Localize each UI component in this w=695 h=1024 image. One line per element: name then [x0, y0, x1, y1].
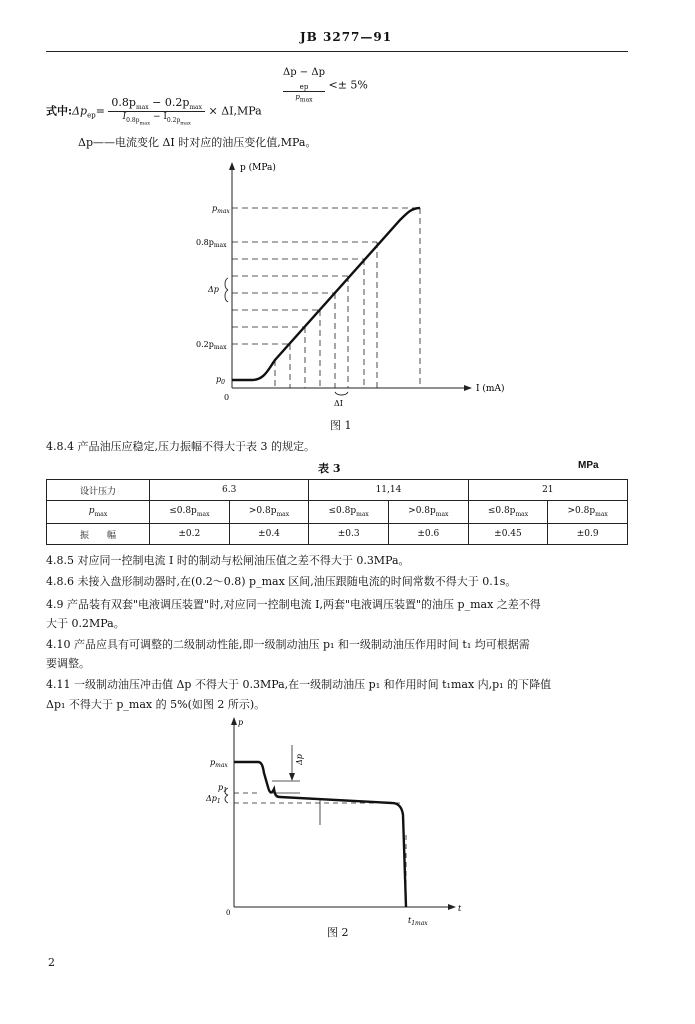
table3-title: 表 3	[318, 462, 341, 475]
slope-fraction: $\frac{0.8p_{max} - 0.2p_{max}}{I_{0.8p_{max}} - I_{0.2p_{max}}}$	[108, 96, 205, 126]
table3-unit: MPa	[578, 460, 599, 471]
fig2-label-delta-p1: $\Delta p_1$	[206, 794, 221, 805]
section-4-9-cont: 大于 0.2MPa。	[46, 617, 125, 630]
section-4-11-cont: Δp₁ 不得大于 p_max 的 5%(如图 2 所示)。	[46, 698, 266, 711]
section-4-8-5: 4.8.5 对应同一控制电流 I 时的制动与松闸油压值之差不得大于 0.3MPa。	[46, 554, 410, 567]
table3-amplitude-label: 振 幅	[47, 524, 150, 545]
table3-subhead: $\le 0.8p_{max}$	[468, 501, 548, 524]
table3-value: ±0.4	[229, 524, 309, 545]
fig2-x-axis-label: t	[458, 904, 462, 913]
header-rule	[46, 51, 628, 52]
table3-pmax-label: $p_{max}$	[47, 501, 150, 524]
standard-code: JB 3277—91	[300, 30, 393, 44]
figure-1	[180, 160, 520, 415]
table3-value: ±0.45	[468, 524, 548, 545]
fig1-label-p0: $p_0$	[216, 375, 225, 386]
fig2-label-p1: $p_1$	[218, 783, 227, 794]
table3-subhead: $>0.8p_{max}$	[548, 501, 628, 524]
fig2-label-t1max: $t_{1max}$	[408, 916, 428, 925]
table3-value: ±0.2	[150, 524, 230, 545]
section-4-10-cont: 要调整。	[46, 657, 90, 670]
table3-subhead: $\le 0.8p_{max}$	[150, 501, 230, 524]
fig2-label-pmax: $p_{max}$	[210, 758, 228, 769]
slope-equation: 式中$:\Delta p_{ep}=$ $\frac{0.8p_{max} - 0.2p_{max}}{I_{0.8p_{max}} - I_{0.2p_{max}}}$ × ΔI,MPa	[46, 96, 262, 127]
table3-subhead: $>0.8p_{max}$	[229, 501, 309, 524]
fig1-y-axis-label: p (MPa)	[240, 163, 276, 173]
fig1-delta-i-brace	[335, 392, 348, 395]
fig1-origin: 0	[224, 393, 230, 402]
fig1-label-pmax: $p_{max}$	[212, 204, 230, 215]
fig1-label-0-8pmax: $0.8p_{max}$	[196, 238, 227, 249]
section-4-10: 4.10 产品应具有可调整的二级制动性能,即一级制动油压 p₁ 和一级制动油压作用时间 t₁ 均可根据需	[46, 638, 530, 651]
fig1-label-delta-i: ΔI	[334, 399, 343, 408]
fig1-x-axis-label: I (mA)	[476, 384, 505, 394]
tolerance-fraction: Δp − Δp $_{ep}$ $p_{max}$	[283, 67, 325, 104]
fig2-pressure-curve	[234, 762, 406, 907]
table3-group-21: 21	[468, 480, 627, 501]
delta-p-definition: Δp——电流变化 ΔI 时对应的油压变化值,MPa。	[78, 136, 317, 149]
table3-subhead: $\le 0.8p_{max}$	[309, 501, 389, 524]
table3	[46, 479, 628, 545]
table3-group-6-3: 6.3	[150, 480, 309, 501]
section-4-9: 4.9 产品装有双套"电液调压装置"时,对应同一控制电流 I,两套"电液调压装置"的油压 p_max 之差不得	[46, 598, 541, 611]
fig2-origin: 0	[226, 909, 231, 917]
fig1-label-0-2pmax: $0.2p_{max}$	[196, 340, 227, 351]
page-number: 2	[48, 956, 55, 969]
fig1-label-delta-p: Δp	[208, 285, 219, 294]
table3-group-11-14: 11,14	[309, 480, 468, 501]
fig2-caption: 图 2	[327, 926, 349, 939]
fig2-dashed-lines	[234, 762, 406, 907]
section-4-8-4: 4.8.4 产品油压应稳定,压力振幅不得大于表 3 的规定。	[46, 440, 315, 453]
fig1-caption: 图 1	[330, 419, 352, 432]
section-4-11: 4.11 一级制动油压冲击值 Δp 不得大于 0.3MPa,在一级制动油压 p₁ 和作用时间 t₁max 内,p₁ 的下降值	[46, 678, 552, 691]
table3-subhead: $>0.8p_{max}$	[388, 501, 468, 524]
table3-value: ±0.3	[309, 524, 389, 545]
fig2-label-delta-p: Δp	[295, 754, 304, 765]
fig1-delta-p-brace	[225, 278, 228, 302]
fig2-y-axis-label: p	[238, 718, 244, 727]
table3-value: ±0.9	[548, 524, 628, 545]
tolerance-rhs: <± 5%	[328, 78, 368, 92]
table3-design-pressure-label: 设计压力	[47, 480, 150, 501]
figure-2	[200, 715, 480, 925]
table3-value: ±0.6	[388, 524, 468, 545]
tolerance-equation	[283, 67, 368, 103]
section-4-8-6: 4.8.6 未接入盘形制动器时,在(0.2～0.8) p_max 区间,油压跟随电流的时间常数不得大于 0.1s。	[46, 575, 517, 588]
fig1-characteristic-curve	[232, 208, 420, 380]
fig1-dashed-grid	[232, 208, 420, 388]
